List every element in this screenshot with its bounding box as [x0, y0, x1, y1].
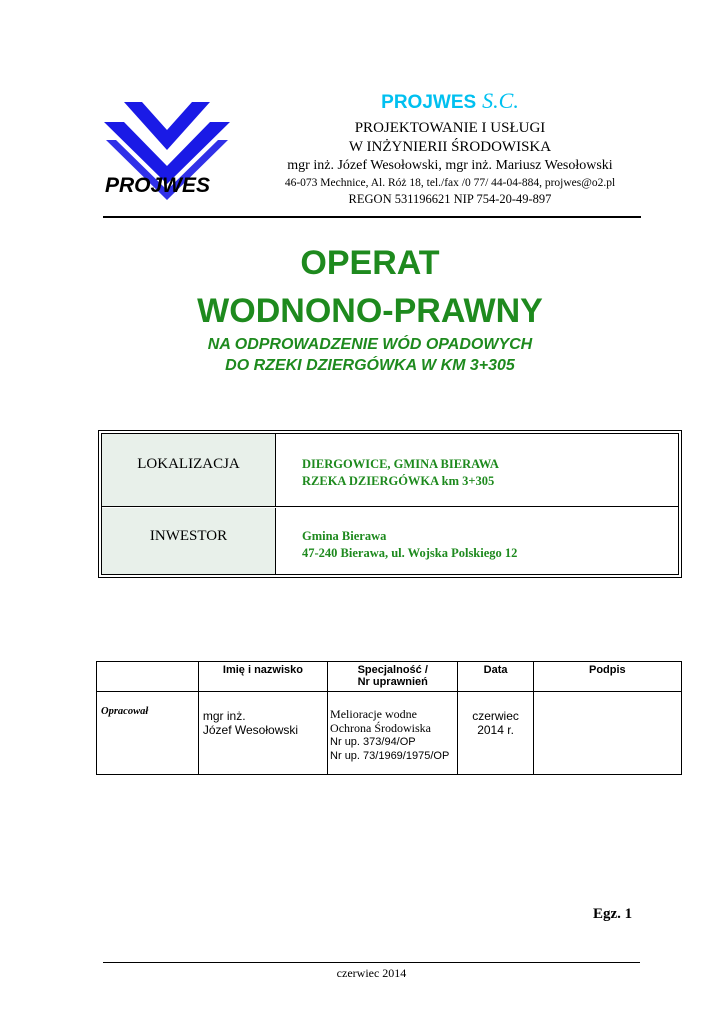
company-regon-nip: REGON 531196621 NIP 754-20-49-897	[348, 192, 552, 206]
document-title-line-1: OPERAT	[300, 244, 440, 282]
location-row	[102, 434, 678, 507]
spec-line-4: Nr up. 73/1969/1975/OP	[330, 750, 450, 762]
logo-text: PROJWES	[105, 174, 211, 197]
investor-value	[302, 528, 517, 562]
location-label-cell	[102, 434, 276, 506]
date-line-1: czerwiec	[472, 709, 519, 723]
header-spec-line-2: Nr uprawnień	[357, 676, 428, 688]
company-address: 46-073 Mechnice, Al. Róż 18, tel./fax /0 77/ 44-04-884, projwes@o2.pl	[284, 177, 616, 189]
location-value	[302, 456, 499, 490]
info-box	[98, 430, 682, 578]
spec-line-2: Ochrona Środowiska	[330, 721, 432, 735]
name-line-2: Józef Wesołowski	[202, 723, 299, 737]
company-line-2: W INŻYNIERII ŚRODOWISKA	[348, 139, 552, 155]
document-subtitle-line-2: DO RZEKI DZIERGÓWKA W KM 3+305	[225, 357, 515, 374]
investor-line-2: 47-240 Bierawa, ul. Wojska Polskiego 12	[302, 546, 518, 560]
document-title-line-2: WODNONO-PRAWNY	[197, 292, 543, 330]
name-cell	[198, 692, 327, 775]
date-line-2: 2014 r.	[477, 723, 514, 737]
document-subtitle-line-1: NA ODPROWADZENIE WÓD OPADOWYCH	[207, 336, 533, 353]
footer-divider	[103, 962, 640, 963]
footer-date: czerwiec 2014	[336, 966, 407, 980]
header-spec	[328, 662, 458, 692]
brand-name: PROJWES	[381, 92, 477, 113]
investor-row	[102, 508, 678, 574]
location-line-2: RZEKA DZIERGÓWKA km 3+305	[302, 474, 495, 488]
spec-line-3: Nr up. 373/94/OP	[330, 736, 416, 748]
location-label: LOKALIZACJA	[137, 456, 240, 472]
spec-line-1: Melioracje wodne	[330, 707, 417, 721]
spec-cell	[328, 692, 458, 775]
investor-label: INWESTOR	[149, 528, 228, 544]
header-divider	[103, 216, 641, 218]
investor-line-1: Gmina Bierawa	[302, 529, 387, 543]
header-date: Data	[458, 662, 533, 692]
company-owners: mgr inż. Józef Wesołowski, mgr inż. Mariusz Wesołowski	[287, 158, 613, 173]
signature-table	[96, 661, 682, 775]
header-name: Imię i nazwisko	[198, 662, 327, 692]
signature-header-row	[97, 662, 682, 692]
header-signature: Podpis	[533, 662, 681, 692]
signature-cell	[533, 692, 681, 775]
header-empty	[97, 662, 199, 692]
brand-suffix: S.C.	[482, 88, 519, 113]
table-row	[97, 692, 682, 775]
role-cell: Opracował	[97, 692, 199, 775]
location-line-1: DIERGOWICE, GMINA BIERAWA	[302, 457, 499, 471]
copy-number: Egz. 1	[593, 906, 633, 922]
name-line-1: mgr inż.	[202, 709, 246, 723]
header-spec-line-1: Specjalność /	[357, 664, 428, 676]
brand-header	[250, 88, 650, 114]
investor-label-cell	[102, 508, 276, 574]
date-cell	[458, 692, 533, 775]
company-line-1: PROJEKTOWANIE I USŁUGI	[354, 120, 546, 136]
